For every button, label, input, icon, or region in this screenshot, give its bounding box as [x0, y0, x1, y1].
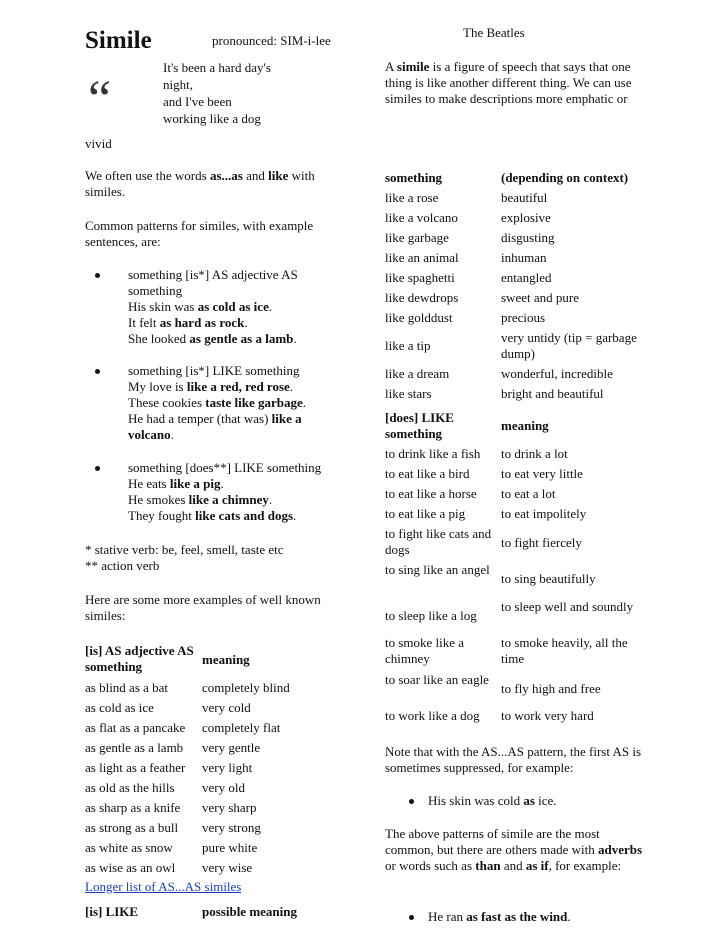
table-cell-meaning: sweet and pure: [501, 290, 579, 305]
pattern-head: something [is*] LIKE something: [128, 363, 300, 378]
table-cell-meaning: very sharp: [202, 800, 257, 815]
pattern-example: He eats like a pig.: [128, 476, 224, 491]
table-cell-meaning: to eat impolitely: [501, 506, 587, 521]
table-cell-simile: to eat like a bird: [385, 466, 470, 481]
table-cell-meaning: very wise: [202, 860, 253, 875]
table-cell-simile: as sharp as a knife: [85, 800, 181, 815]
table-header-cell: [is] LIKE: [85, 904, 139, 919]
footnote: ** action verb: [85, 558, 160, 573]
table-cell-meaning: inhuman: [501, 250, 547, 265]
footnote: * stative verb: be, feel, smell, taste etc: [85, 542, 284, 557]
table-cell-meaning: very cold: [202, 700, 251, 715]
table-cell-simile: to sleep like a log: [385, 608, 477, 623]
table-cell-meaning: explosive: [501, 210, 551, 225]
lyric-line: It's been a hard day's: [163, 60, 271, 75]
page-title: Simile: [85, 27, 152, 54]
other-patterns-paragraph: The above patterns of simile are the most common, but there are others made with adverbs or words such as than and as if, for example:: [385, 826, 643, 873]
table-cell-meaning: to drink a lot: [501, 446, 568, 461]
table-cell-simile: as light as a feather: [85, 760, 186, 775]
table-cell-simile: to drink like a fish: [385, 446, 481, 461]
bullet-icon: [95, 273, 100, 278]
table-cell-simile: like dewdrops: [385, 290, 459, 305]
table-header-cell: [does] LIKE something: [385, 410, 454, 441]
table-cell-meaning: to eat a lot: [501, 486, 556, 501]
table-header-cell: meaning: [202, 652, 250, 667]
definition-paragraph: A simile is a figure of speech that says that one thing is like another different thing. We can use similes to make descriptions more emphatic or: [385, 59, 632, 106]
bullet-icon: [95, 466, 100, 471]
attribution: The Beatles: [463, 25, 525, 40]
table-cell-meaning: beautiful: [501, 190, 548, 205]
table-cell-meaning: to sing beautifully: [501, 571, 596, 586]
table-cell-simile: to work like a dog: [385, 708, 480, 723]
quote-mark-icon: “: [88, 71, 112, 128]
table-cell-meaning: pure white: [202, 840, 258, 855]
table-cell-meaning: to sleep well and soundly: [501, 599, 634, 614]
table-cell-meaning: to work very hard: [501, 708, 594, 723]
pattern-head: something [does**] LIKE something: [128, 460, 322, 475]
table-cell-simile: like garbage: [385, 230, 449, 245]
table-cell-meaning: very strong: [202, 820, 261, 835]
table-cell-simile: as wise as an owl: [85, 860, 176, 875]
table-cell-simile: as old as the hills: [85, 780, 175, 795]
table-cell-simile: to fight like cats and dogs: [385, 526, 492, 557]
table-cell-meaning: disgusting: [501, 230, 555, 245]
bullet-icon: [409, 915, 414, 920]
table-cell-simile: like spaghetti: [385, 270, 455, 285]
table-header-cell: (depending on context): [501, 170, 629, 185]
more-examples-intro: Here are some more examples of well known similes:: [85, 592, 321, 623]
table-cell-meaning: precious: [501, 310, 546, 325]
pattern-example: He had a temper (that was) like a volcano.: [128, 411, 302, 442]
table-cell-meaning: to fly high and free: [501, 681, 601, 696]
lyric-line: and I've been: [163, 94, 232, 109]
table-cell-simile: like a tip: [385, 338, 431, 353]
bullet-icon: [409, 799, 414, 804]
intro-paragraph: We often use the words as...as and like with similes.: [85, 168, 315, 199]
pattern-example: His skin was as cold as ice.: [128, 299, 273, 314]
table-cell-meaning: to smoke heavily, all the time: [501, 635, 628, 666]
pronunciation: pronounced: SIM-i-lee: [212, 33, 331, 48]
table-cell-simile: to eat like a pig: [385, 506, 466, 521]
table-cell-meaning: entangled: [501, 270, 552, 285]
pattern-example: These cookies taste like garbage.: [128, 395, 306, 410]
pattern-head: something [is*] AS adjective AS something: [128, 267, 298, 298]
table-cell-simile: as white as snow: [85, 840, 173, 855]
table-cell-simile: as strong as a bull: [85, 820, 179, 835]
table-header-cell: meaning: [501, 418, 549, 433]
table-cell-meaning: wonderful, incredible: [501, 366, 613, 381]
table-cell-simile: to soar like an eagle: [385, 672, 489, 687]
table-cell-simile: as gentle as a lamb: [85, 740, 184, 755]
lyric-line: night,: [163, 77, 193, 92]
bullet-icon: [95, 369, 100, 374]
lyric-line: working like a dog: [163, 111, 261, 126]
pattern-example: They fought like cats and dogs.: [128, 508, 297, 523]
table-cell-simile: as flat as a pancake: [85, 720, 186, 735]
pattern-example: He smokes like a chimney.: [128, 492, 273, 507]
table-cell-simile: like an animal: [385, 250, 459, 265]
table-header-cell: something: [385, 170, 443, 185]
patterns-intro: Common patterns for similes, with example sentences, are:: [85, 218, 314, 249]
table-cell-simile: to smoke like a chimney: [385, 635, 465, 666]
table-cell-meaning: very untidy (tip = garbage dump): [501, 330, 637, 361]
table-header-cell: [is] AS adjective AS something: [85, 643, 194, 674]
table-cell-simile: to eat like a horse: [385, 486, 477, 501]
table-cell-simile: like a dream: [385, 366, 450, 381]
table-cell-meaning: bright and beautiful: [501, 386, 604, 401]
table-cell-simile: like a volcano: [385, 210, 458, 225]
table-header-cell: possible meaning: [202, 904, 297, 919]
table-cell-meaning: to eat very little: [501, 466, 583, 481]
table-cell-simile: like stars: [385, 386, 432, 401]
table-cell-simile: to sing like an angel: [385, 562, 490, 577]
vivid-word: vivid: [85, 136, 112, 151]
table-cell-meaning: very gentle: [202, 740, 261, 755]
table-cell-simile: like a rose: [385, 190, 439, 205]
pattern-example: She looked as gentle as a lamb.: [128, 331, 297, 346]
pattern-example: It felt as hard as rock.: [128, 315, 248, 330]
pattern-example: My love is like a red, red rose.: [128, 379, 294, 394]
table-cell-simile: like golddust: [385, 310, 453, 325]
table-cell-simile: as blind as a bat: [85, 680, 169, 695]
table-cell-meaning: completely blind: [202, 680, 290, 695]
table-cell-meaning: completely flat: [202, 720, 281, 735]
longer-list-link[interactable]: Longer list of AS...AS similes: [85, 879, 242, 894]
table-cell-meaning: very old: [202, 780, 245, 795]
table-cell-simile: as cold as ice: [85, 700, 154, 715]
note-paragraph: Note that with the AS...AS pattern, the first AS is sometimes suppressed, for example:: [385, 744, 642, 775]
table-cell-meaning: to fight fiercely: [501, 535, 582, 550]
table-cell-meaning: very light: [202, 760, 253, 775]
